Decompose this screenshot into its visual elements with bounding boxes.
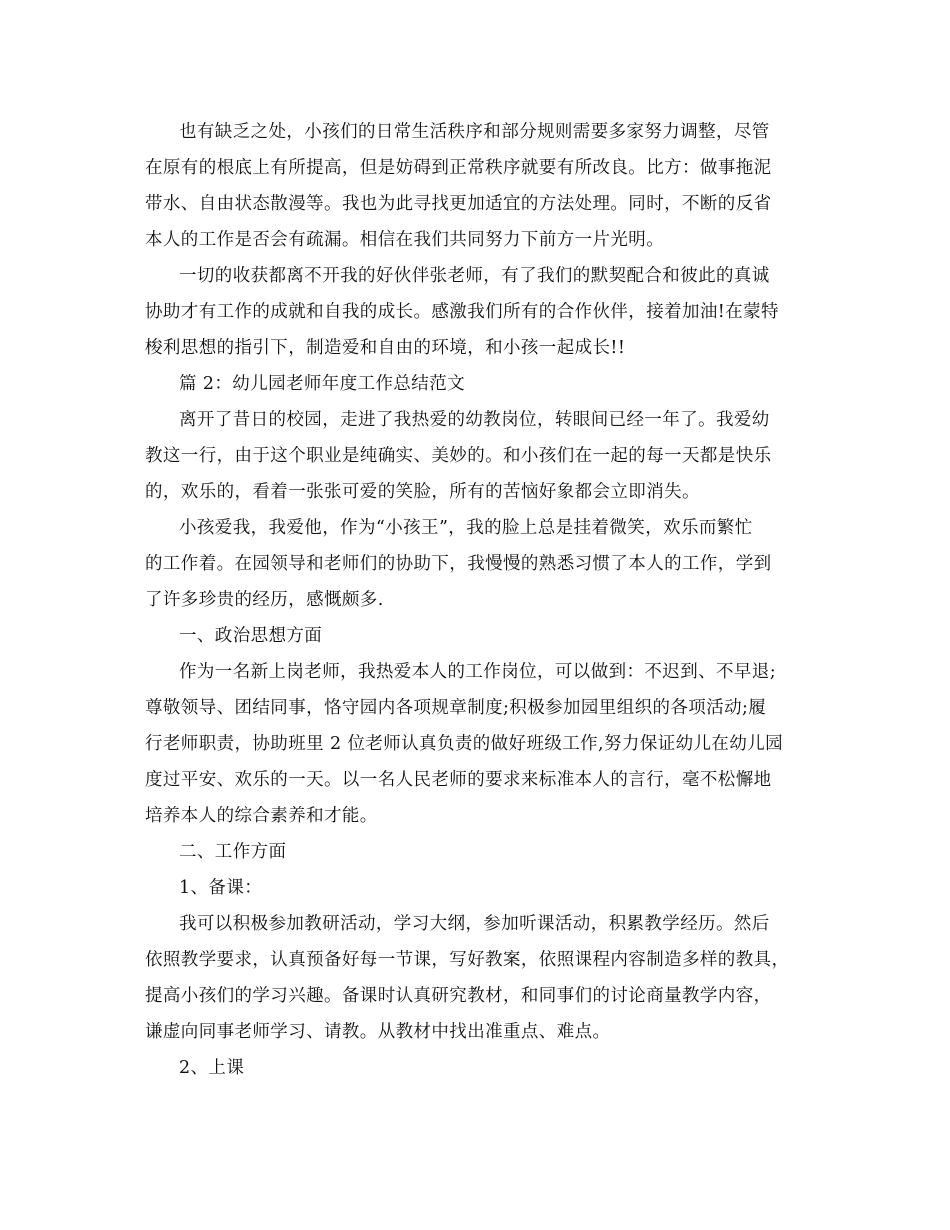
text-line: 度过平安、欢乐的一天。以一名人民老师的要求来标准本人的言行，毫不松懈地: [145, 770, 772, 790]
text-line: 离开了昔日的校园，走进了我热爱的幼教岗位，转眼间已经一年了。我爱幼: [179, 410, 770, 430]
text-line: 2、上课: [179, 1058, 245, 1078]
text-line: 教这一行，由于这个职业是纯确实、美妙的。和小孩们在一起的每一天都是快乐: [145, 446, 772, 466]
text-line: 1、备课：: [179, 878, 263, 898]
text-line: 了许多珍贵的经历，感慨颇多.: [145, 590, 384, 610]
text-line: 依照教学要求，认真预备好每一节课，写好教案，依照课程内容制造多样的教具，: [145, 950, 790, 970]
text-line: 在原有的根底上有所提高，但是妨碍到正常秩序就要有所改良。比方：做事拖泥: [145, 158, 772, 178]
text-line: 带水、自由状态散漫等。我也为此寻找更加适宜的方法处理。同时，不断的反省: [145, 194, 772, 214]
text-line: 的，欢乐的，看着一张张可爱的笑脸，所有的苦恼好象都会立即消失。: [145, 482, 700, 502]
text-line: 本人的工作是否会有疏漏。相信在我们共同努力下前方一片光明。: [145, 230, 665, 250]
text-line: 行老师职责，协助班里 2 位老师认真负责的做好班级工作,努力保证幼儿在幼儿园: [145, 734, 784, 754]
text-line: 协助才有工作的成就和自我的成长。感激我们所有的合作伙伴，接着加油!在蒙特: [145, 302, 779, 322]
text-line: 一、政治思想方面: [179, 626, 323, 646]
text-line: 尊敬领导、团结同事，恪守园内各项规章制度;积极参加园里组织的各项活动;履: [145, 698, 767, 718]
document-body: [145, 114, 815, 1086]
text-line: 提高小孩们的学习兴趣。备课时认真研究教材，和同事们的讨论商量教学内容，: [145, 986, 772, 1006]
text-line: 谦虚向同事老师学习、请教。从教材中找出准重点、难点。: [145, 1022, 611, 1042]
text-line: 二、工作方面: [179, 842, 287, 862]
text-line: 我可以积极参加教研活动，学习大纲，参加听课活动，积累教学经历。然后: [179, 914, 770, 934]
text-line: 梭利思想的指引下，制造爱和自由的环境，和小孩一起成长!!: [145, 338, 626, 358]
text-line: 一切的收获都离不开我的好伙伴张老师，有了我们的默契配合和彼此的真诚: [179, 266, 770, 286]
text-line: 作为一名新上岗老师，我热爱本人的工作岗位，可以做到：不迟到、不早退;: [179, 662, 776, 682]
text-line: 的工作着。在园领导和老师们的协助下，我慢慢的熟悉习惯了本人的工作，学到: [145, 554, 772, 574]
text-line: 也有缺乏之处，小孩们的日常生活秩序和部分规则需要多家努力调整，尽管: [179, 122, 770, 142]
text-line: 培养本人的综合素养和才能。: [145, 806, 378, 826]
text-line: 小孩爱我，我爱他，作为“小孩王”，我的脸上总是挂着微笑，欢乐而繁忙: [179, 518, 753, 538]
text-line: 篇 2：幼儿园老师年度工作总结范文: [179, 374, 465, 394]
